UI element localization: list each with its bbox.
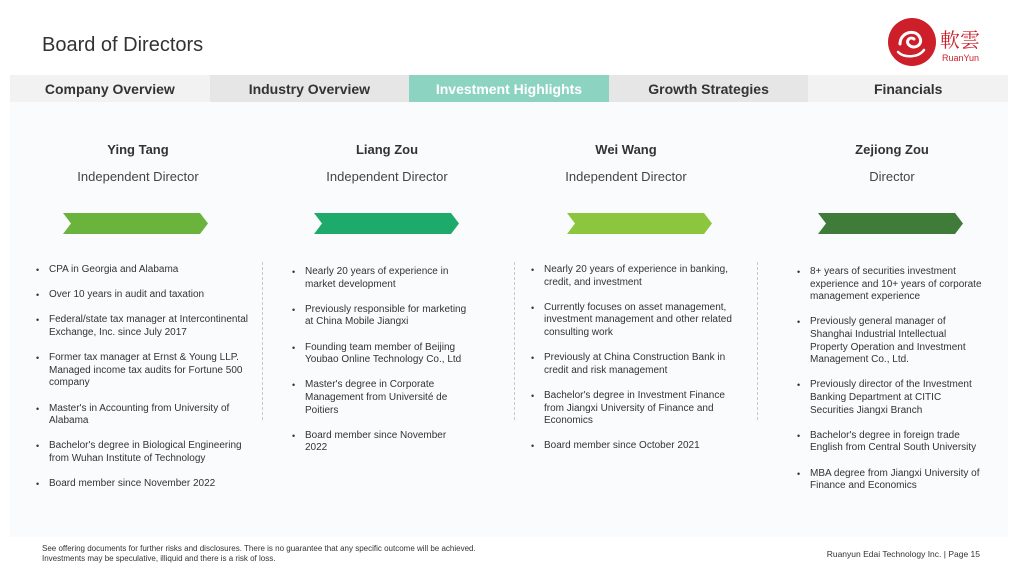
logo-chinese-text: 軟雲	[940, 28, 980, 52]
bio-bullet: • Currently focuses on asset management, investment management and other related consulting work	[530, 302, 742, 340]
tab-industry-overview[interactable]: Industry Overview	[210, 75, 410, 102]
bio-bullet: • Master's degree in Corporate Management from Université de Poitiers	[291, 379, 469, 417]
bio-bullet: • Board member since October 2021	[530, 440, 742, 453]
bio-bullet: • Board member since November 2022	[35, 478, 255, 491]
column-divider	[757, 262, 758, 420]
section-nav	[10, 75, 1008, 102]
director-bio-liang-zou	[291, 266, 469, 468]
tab-company-overview[interactable]: Company Overview	[10, 75, 210, 102]
tab-growth-strategies[interactable]: Growth Strategies	[609, 75, 809, 102]
chevron-arrow-icon	[314, 213, 459, 234]
disclaimer-line: See offering documents for further risks and disclosures. There is no guarantee that any specific outcome will be achieved.	[42, 544, 476, 553]
bio-bullet: • Bachelor's degree in Investment Finance from Jiangxi University of Finance and Economics	[530, 390, 742, 428]
bio-bullet: • MBA degree from Jiangxi University of Finance and Economics	[796, 468, 986, 493]
bio-bullet: • Former tax manager at Ernst & Young LLP. Managed income tax audits for Fortune 500 company	[35, 352, 255, 390]
director-bio-wei-wang	[530, 264, 742, 466]
director-header-ying-tang	[18, 142, 258, 184]
bio-bullet: • Master's in Accounting from University of Alabama	[35, 403, 255, 428]
bio-bullet: • Previously general manager of Shanghai Industrial Intellectual Property Operation and Investment Management Co., Ltd.	[796, 316, 986, 366]
disclaimer-line: Investments may be speculative, illiquid and there is a risk of loss.	[42, 554, 276, 563]
director-name: Ying Tang	[107, 142, 169, 157]
director-role: Independent Director	[326, 169, 448, 184]
bio-bullet: • Nearly 20 years of experience in banking, credit, and investment	[530, 264, 742, 289]
bio-bullet: • Federal/state tax manager at Intercontinental Exchange, Inc. since July 2017	[35, 314, 255, 339]
bio-bullet: • Founding team member of Beijing Youbao Online Technology Co., Ltd	[291, 342, 469, 367]
bio-bullet: • Board member since November 2022	[291, 430, 469, 455]
director-role: Independent Director	[565, 169, 687, 184]
column-divider	[514, 262, 515, 420]
bio-bullet: • Nearly 20 years of experience in market development	[291, 266, 469, 291]
bio-bullet: • Bachelor's degree in foreign trade English from Central South University	[796, 430, 986, 455]
director-bio-zejiong-zou	[796, 266, 986, 505]
disclaimer	[42, 544, 476, 564]
logo-english-text: RuanYun	[942, 53, 980, 63]
bio-bullet: • Previously at China Construction Bank in credit and risk management	[530, 352, 742, 377]
company-logo	[886, 14, 996, 70]
bio-bullet: • Previously responsible for marketing at China Mobile Jiangxi	[291, 304, 469, 329]
chevron-arrow-icon	[63, 213, 208, 234]
column-divider	[262, 262, 263, 420]
director-name: Zejiong Zou	[855, 142, 929, 157]
director-role: Director	[869, 169, 915, 184]
tab-financials[interactable]: Financials	[808, 75, 1008, 102]
director-header-zejiong-zou	[772, 142, 1012, 184]
bio-bullet: • Bachelor's degree in Biological Engineering from Wuhan Institute of Technology	[35, 440, 255, 465]
chevron-arrow-icon	[567, 213, 712, 234]
bio-bullet: • 8+ years of securities investment experience and 10+ years of corporate management experience	[796, 266, 986, 304]
bio-bullet: • CPA in Georgia and Alabama	[35, 264, 255, 277]
director-bio-ying-tang	[35, 264, 255, 503]
director-name: Liang Zou	[355, 142, 419, 157]
page-title: Board of Directors	[42, 34, 204, 56]
tab-investment-highlights[interactable]: Investment Highlights	[409, 75, 609, 102]
director-name: Wei Wang	[595, 142, 657, 157]
bio-bullet: • Over 10 years in audit and taxation	[35, 289, 255, 302]
chevron-arrow-icon	[818, 213, 963, 234]
director-header-liang-zou	[267, 142, 507, 184]
director-role: Independent Director	[77, 169, 199, 184]
director-header-wei-wang	[506, 142, 746, 184]
bio-bullet: • Previously director of the Investment Banking Department at CITIC Securities Jiangxi Branch	[796, 379, 986, 417]
page-number: Ruanyun Edai Technology Inc. | Page 15	[826, 549, 980, 559]
